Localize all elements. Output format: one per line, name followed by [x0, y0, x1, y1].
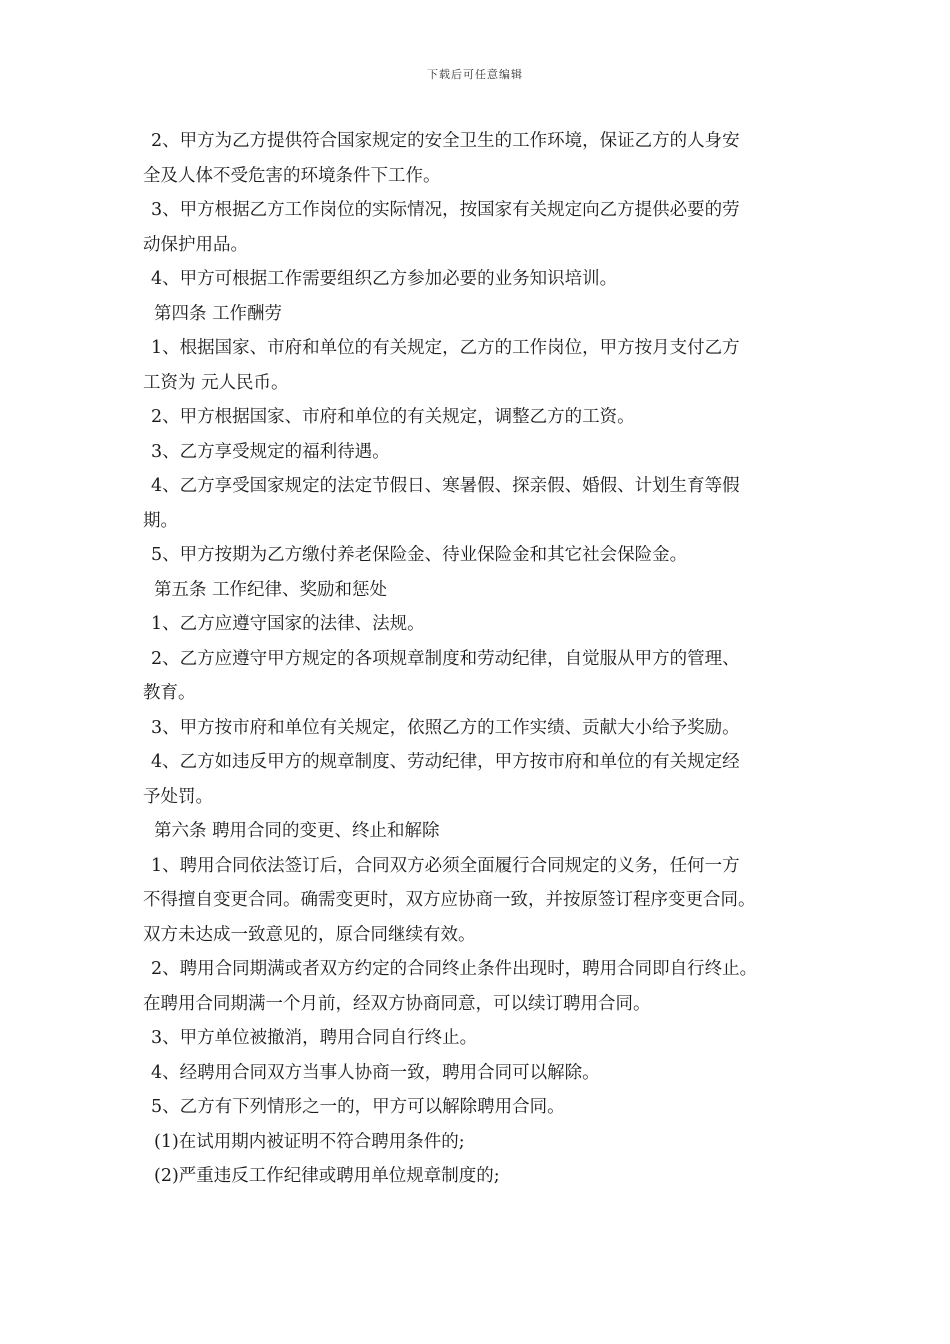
paragraph-line: 1、聘用合同依法签订后，合同双方必须全面履行合同规定的义务，任何一方: [151, 855, 740, 876]
paragraph-line: 2、乙方应遵守甲方规定的各项规章制度和劳动纪律，自觉服从甲方的管理、: [151, 648, 740, 669]
section-heading: 第四条 工作酬劳: [154, 303, 283, 324]
paragraph-line: 2、甲方根据国家、市府和单位的有关规定，调整乙方的工资。: [151, 407, 635, 427]
paragraph-line: 3、乙方享受规定的福利待遇。: [151, 441, 390, 462]
paragraph-line: 在聘用合同期满一个月前，经双方协商同意，可以续订聘用合同。: [143, 993, 651, 1014]
paragraph-line: 工资为 元人民币。: [143, 372, 289, 393]
paragraph-line: 4、甲方可根据工作需要组织乙方参加必要的业务知识培训。: [151, 269, 618, 289]
paragraph-line: 全及人体不受危害的环境条件下工作。: [143, 165, 441, 186]
paragraph-line: 不得擅自变更合同。确需变更时，双方应协商一致，并按原签订程序变更合同。: [143, 890, 756, 910]
paragraph-line: 1、乙方应遵守国家的法律、法规。: [151, 614, 425, 634]
paragraph-line: 予处罚。: [143, 786, 213, 807]
section-heading: 第六条 聘用合同的变更、终止和解除: [154, 821, 440, 841]
paragraph-line: 4、乙方享受国家规定的法定节假日、寒暑假、探亲假、婚假、计划生育等假: [151, 476, 740, 496]
paragraph-line: 3、甲方按市府和单位有关规定，依照乙方的工作实绩、贡献大小给予奖励。: [151, 717, 740, 738]
paragraph-line: 3、甲方单位被撤消，聘用合同自行终止。: [151, 1028, 478, 1048]
paragraph-line: 教育。: [143, 683, 196, 703]
paragraph-line: (2)严重违反工作纪律或聘用单位规章制度的;: [154, 1166, 500, 1186]
paragraph-line: 动保护用品。: [143, 234, 248, 255]
paragraph-line: 双方未达成一致意见的，原合同继续有效。: [143, 924, 476, 945]
paragraph-line: (1)在试用期内被证明不符合聘用条件的;: [154, 1131, 465, 1152]
paragraph-line: 4、乙方如违反甲方的规章制度、劳动纪律，甲方按市府和单位的有关规定经: [151, 752, 740, 772]
paragraph-line: 期。: [143, 510, 178, 531]
paragraph-line: 2、聘用合同期满或者双方约定的合同终止条件出现时，聘用合同即自行终止。: [151, 959, 758, 979]
page-header: 下载后可任意编辑: [427, 68, 523, 81]
section-heading: 第五条 工作纪律、奖励和惩处: [154, 579, 388, 600]
paragraph-line: 2、甲方为乙方提供符合国家规定的安全卫生的工作环境，保证乙方的人身安: [151, 131, 740, 151]
document-body: [143, 124, 831, 1194]
paragraph-line: 5、甲方按期为乙方缴付养老保险金、待业保险金和其它社会保险金。: [151, 545, 688, 565]
paragraph-line: 5、乙方有下列情形之一的，甲方可以解除聘用合同。: [151, 1097, 565, 1117]
paragraph-line: 3、甲方根据乙方工作岗位的实际情况，按国家有关规定向乙方提供必要的劳: [151, 200, 740, 220]
paragraph-line: 1、根据国家、市府和单位的有关规定，乙方的工作岗位，甲方按月支付乙方: [151, 338, 740, 358]
paragraph-line: 4、经聘用合同双方当事人协商一致，聘用合同可以解除。: [151, 1062, 600, 1083]
